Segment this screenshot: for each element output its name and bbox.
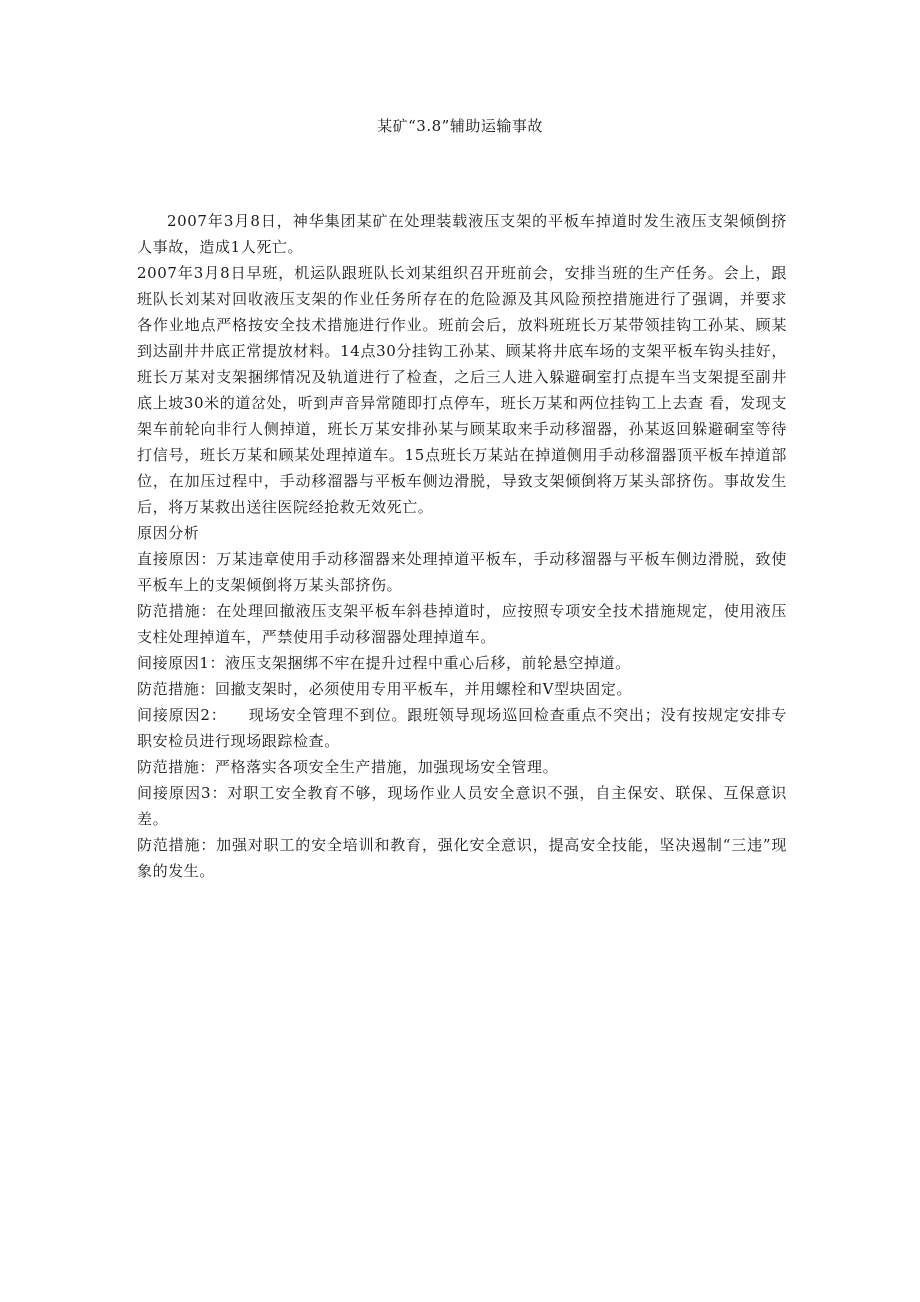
document-title: 某矿“3.8”辅助运输事故 bbox=[377, 117, 543, 135]
prevention-measure-paragraph: 防范措施：回撤支架时，必须使用专用平板车，并用螺栓和V型块固定。 bbox=[137, 680, 633, 698]
prevention-measure-paragraph: 防范措施：在处理回撤液压支架平板车斜巷掉道时，应按照专项安全技术措施规定，使用液压支柱处理掉道车，严禁使用手动移溜器处理掉道车。 bbox=[137, 602, 787, 646]
indirect-cause-2-paragraph: 间接原因2： 现场安全管理不到位。跟班领导现场巡回检查重点不突出；没有按规定安排专职安检员进行现场跟踪检查。 bbox=[137, 706, 787, 750]
intro-paragraph: 2007年3月8日，神华集团某矿在处理装载液压支架的平板车掉道时发生液压支架倾倒挤人事故，造成1人死亡。 bbox=[137, 212, 787, 256]
direct-cause-paragraph: 直接原因：万某违章使用手动移溜器来处理掉道平板车，手动移溜器与平板车侧边滑脱，致使平板车上的支架倾倒将万某头部挤伤。 bbox=[137, 550, 787, 594]
indirect-cause-3-paragraph: 间接原因3：对职工安全教育不够，现场作业人员安全意识不强，自主保安、联保、互保意识差。 bbox=[137, 784, 787, 828]
cause-analysis-heading: 原因分析 bbox=[137, 524, 200, 542]
prevention-measure-paragraph: 防范措施：加强对职工的安全培训和教育，强化安全意识，提高安全技能，坚决遏制“三违”现象的发生。 bbox=[137, 836, 787, 880]
accident-narrative-paragraph: 2007年3月8日早班，机运队跟班队长刘某组织召开班前会，安排当班的生产任务。会上，跟班队长刘某对回收液压支架的作业任务所存在的危险源及其风险预控措施进行了强调，并要求各作业地点严格按安全技术措施进行作业。班前会后，放料班班长万某带领挂钩工孙某、顾某到达副井井底正常提放材料。14点30分挂钩工孙某、顾某将井底车场的支架平板车钩头挂好，班长万某对支架捆绑情况及轨道进行了检查，之后三人进入躲避硐室打点提车当支架提至副井底上坡30米的道岔处，听到声音异常随即打点停车，班长万某和两位挂钩工上去查 看，发现支架车前轮向非行人侧掉道，班长万某安排孙某与顾某取来手动移溜器，孙某返回躲避硐室等待打信号，班长万某和顾某处理掉道车。15点班长万某站在掉道侧用手动移溜器顶平板车掉道部位，在加压过程中，手动移溜器与平板车侧边滑脱，导致支架倾倒将万某头部挤伤。事故发生后，将万某救出送往医院经抢救无效死亡。 bbox=[137, 264, 787, 516]
prevention-measure-paragraph: 防范措施：严格落实各项安全生产措施，加强现场安全管理。 bbox=[137, 758, 559, 776]
indirect-cause-1-paragraph: 间接原因1：液压支架捆绑不牢在提升过程中重心后移，前轮悬空掉道。 bbox=[137, 654, 631, 672]
document-body bbox=[137, 208, 787, 884]
